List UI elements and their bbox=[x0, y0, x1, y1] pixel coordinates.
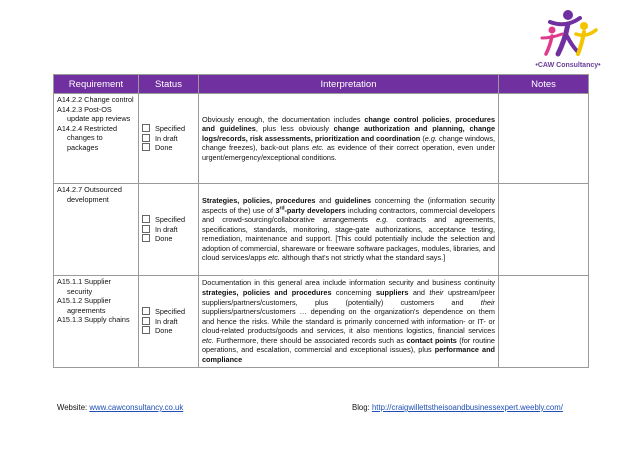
status-label: Done bbox=[155, 143, 173, 153]
interpretation-text: etc. bbox=[202, 335, 214, 345]
checkbox-icon[interactable] bbox=[142, 215, 150, 223]
interpretation-text: -party developers bbox=[284, 205, 346, 215]
logo bbox=[518, 8, 618, 72]
interpretation-text: procedures and guidelines bbox=[202, 114, 496, 134]
blog-label: Blog: bbox=[352, 403, 372, 412]
notes-cell[interactable] bbox=[499, 94, 589, 184]
interpretation-text: Strategies, policies, procedures bbox=[202, 195, 316, 205]
status-option[interactable] bbox=[142, 134, 195, 144]
status-option[interactable] bbox=[142, 326, 195, 336]
interpretation-text: suppliers/partners/customers … depending on the organization's dependence on them and hence the risks. While the standard is primarily concerned with information- or IT- or cloud-related products/goods and services, it also mentions logistics, financial services bbox=[202, 307, 495, 336]
requirement-id: A15.1.3 Supply chains bbox=[57, 315, 130, 325]
table-row bbox=[54, 184, 589, 276]
status-label: In draft bbox=[155, 133, 178, 143]
status-cell bbox=[139, 94, 199, 184]
checkbox-icon[interactable] bbox=[142, 307, 150, 315]
interpretation-cell bbox=[199, 184, 499, 276]
interpretation-text: rd bbox=[279, 205, 285, 212]
interpretation-text: Documentation in this general area include information security and business continuity bbox=[202, 278, 495, 288]
status-option[interactable] bbox=[142, 215, 195, 225]
website-link[interactable]: www.cawconsultancy.co.uk bbox=[89, 403, 184, 412]
header-status: Status bbox=[139, 75, 199, 94]
interpretation-text: e.g. bbox=[376, 215, 389, 225]
header-notes: Notes bbox=[499, 75, 589, 94]
interpretation-text: contact points bbox=[406, 335, 457, 345]
status-option[interactable] bbox=[142, 143, 195, 153]
requirements-table bbox=[53, 74, 589, 368]
interpretation-text: ( bbox=[420, 133, 425, 143]
status-label: In draft bbox=[155, 316, 178, 326]
interpretation-text: suppliers bbox=[375, 287, 409, 297]
table-body bbox=[54, 94, 589, 368]
requirement-cell bbox=[54, 94, 139, 184]
interpretation-text: change windows, change freezes), back-out plans bbox=[202, 133, 495, 153]
requirement-cell bbox=[54, 276, 139, 368]
requirement-id: A14.2.3 Post-OS update app reviews bbox=[57, 104, 131, 124]
checkbox-icon[interactable] bbox=[142, 124, 150, 132]
interpretation-text: guidelines bbox=[334, 195, 372, 205]
requirement-id: A14.2.4 Restricted changes to packages bbox=[57, 123, 118, 152]
status-label: Done bbox=[155, 234, 173, 244]
interpretation-cell bbox=[199, 276, 499, 368]
interpretation-text: change control policies bbox=[364, 114, 450, 124]
status-label: Done bbox=[155, 326, 173, 336]
interpretation-text: etc. bbox=[268, 253, 280, 263]
blog-link[interactable]: http://craigwillettstheisoandbusinessexpert.weebly.com/ bbox=[371, 403, 563, 412]
status-label: Specified bbox=[155, 215, 186, 225]
interpretation-text: concerning the (information security aspects of the) use of bbox=[202, 195, 495, 215]
checkbox-icon[interactable] bbox=[142, 134, 150, 142]
status-option[interactable] bbox=[142, 225, 195, 235]
footer-website bbox=[57, 403, 183, 412]
interpretation-text: 3 bbox=[275, 205, 280, 215]
requirement-cell bbox=[54, 184, 139, 276]
interpretation-text: as evidence of their correct operation, even under urgent/emergency/exceptional conditions. bbox=[202, 143, 495, 162]
table-row bbox=[54, 94, 589, 184]
interpretation-text: their bbox=[429, 287, 444, 297]
interpretation-text: contracts and agreements, specifications, standards, monitoring, stage-gate authorizations, acceptance testing, remediation, maintenance and support. [This could potentially include the selection and adoption of commercial, shareware or freeware software packages, modules, libraries, and cloud services/apps bbox=[202, 215, 495, 263]
interpretation-text: , plus less obviously bbox=[255, 124, 334, 134]
checkbox-icon[interactable] bbox=[142, 317, 150, 325]
interpretation-text: their bbox=[480, 297, 495, 307]
interpretation-cell bbox=[199, 94, 499, 184]
status-option[interactable] bbox=[142, 307, 195, 317]
status-cell bbox=[139, 276, 199, 368]
status-option[interactable] bbox=[142, 124, 195, 134]
interpretation-text: , bbox=[449, 114, 456, 124]
interpretation-text: upstream/peer suppliers/partners/customers, plus (potentially) customers and bbox=[202, 287, 496, 307]
checkbox-icon[interactable] bbox=[142, 234, 150, 242]
table-row bbox=[54, 276, 589, 368]
status-option[interactable] bbox=[142, 317, 195, 327]
requirement-id: A14.2.7 Outsourced development bbox=[57, 185, 122, 204]
logo-figures-icon bbox=[532, 8, 604, 60]
status-label: In draft bbox=[155, 224, 178, 234]
interpretation-text: including contractors, commercial developers and crowd-sourcing/collaborative arrangements bbox=[202, 205, 496, 225]
status-option[interactable] bbox=[142, 234, 195, 244]
checkbox-icon[interactable] bbox=[142, 225, 150, 233]
interpretation-text: although that's not strictly what the standard says.] bbox=[279, 253, 446, 263]
header-requirement: Requirement bbox=[54, 75, 139, 94]
footer-blog bbox=[352, 403, 563, 412]
status-cell bbox=[139, 184, 199, 276]
interpretation-text: and bbox=[315, 195, 335, 205]
logo-text: •CAW Consultancy• bbox=[535, 62, 601, 69]
checkbox-icon[interactable] bbox=[142, 326, 150, 334]
status-label: Specified bbox=[155, 124, 186, 134]
interpretation-text: strategies, policies and procedures bbox=[202, 287, 332, 297]
requirement-id: A15.1.1 Supplier security bbox=[57, 277, 111, 296]
interpretation-text: change authorization and planning, change logs/records, risk assessments, prioritization and coordination bbox=[202, 124, 496, 143]
interpretation-text: concerning bbox=[331, 287, 376, 297]
requirement-id: A14.2.2 Change control bbox=[57, 95, 134, 104]
header-interpretation: Interpretation bbox=[199, 75, 499, 94]
status-label: Specified bbox=[155, 307, 186, 317]
requirement-id: A15.1.2 Supplier agreements bbox=[57, 296, 111, 315]
interpretation-text: and bbox=[408, 287, 430, 297]
interpretation-text: (for routine operations, and escalation, commercial and exceptional issues), plus bbox=[202, 335, 495, 355]
checkbox-icon[interactable] bbox=[142, 143, 150, 151]
notes-cell[interactable] bbox=[499, 184, 589, 276]
interpretation-text: Furthermore, there should be associated records such as bbox=[213, 335, 407, 345]
interpretation-text: Obviously enough, the documentation includes bbox=[202, 114, 365, 124]
interpretation-text: performance and compliance bbox=[202, 345, 495, 365]
interpretation-text: etc. bbox=[312, 143, 324, 153]
interpretation-text: e.g. bbox=[424, 133, 437, 143]
table-header-row bbox=[54, 75, 589, 94]
website-label: Website: bbox=[57, 403, 90, 412]
notes-cell[interactable] bbox=[499, 276, 589, 368]
